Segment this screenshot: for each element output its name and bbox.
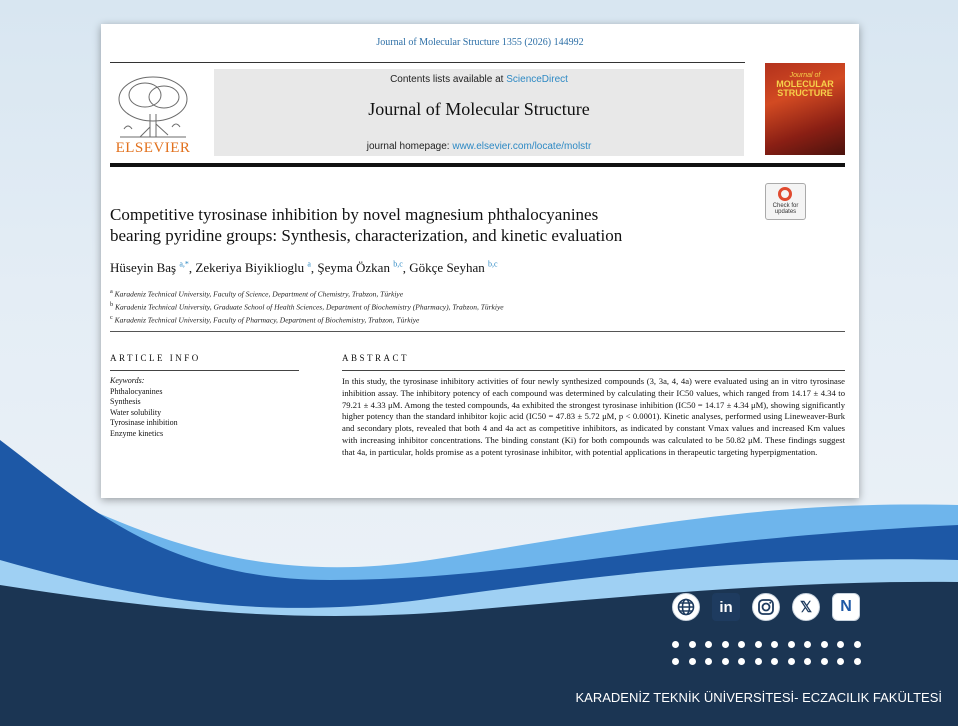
article-title-line2: bearing pyridine groups: Synthesis, characterization, and kinetic evaluation (110, 226, 623, 245)
decorative-dot (722, 658, 729, 665)
article-page (101, 24, 859, 498)
author-affil-mark: a (307, 260, 311, 269)
author[interactable] (110, 260, 189, 275)
x-glyph: 𝕏 (799, 599, 813, 616)
decorative-dot (821, 658, 828, 665)
x-icon[interactable] (792, 593, 820, 621)
affiliation-text: Karadeniz Technical University, Faculty of Science, Department of Chemistry, Trabzon, Türkiye (114, 289, 404, 299)
decorative-dot (788, 641, 795, 648)
cover-title-line2: MOLECULAR (776, 79, 834, 89)
cover-title (769, 71, 841, 98)
decorative-dot (738, 641, 745, 648)
decorative-dot (854, 658, 861, 665)
homepage-line (214, 141, 744, 152)
contents-prefix: Contents lists available at (390, 74, 507, 85)
decorative-dot (837, 641, 844, 648)
cover-title-line1: Journal of (789, 72, 821, 79)
check-updates-icon (778, 187, 792, 201)
keyword: Phthalocyanines (110, 386, 163, 396)
social-links (672, 593, 860, 623)
decorative-dot (821, 641, 828, 648)
cover-title-line3: STRUCTURE (777, 88, 833, 98)
decorative-dot (755, 658, 762, 665)
keyword: Enzyme kinetics (110, 428, 164, 438)
check-updates-text (766, 203, 805, 215)
keyword: Tyrosinase inhibition (110, 418, 178, 427)
article-info-heading: ARTICLE INFO (110, 353, 201, 363)
author-name: Zekeriya Biyiklioglu (195, 260, 305, 276)
check-for-updates-badge[interactable] (765, 183, 806, 220)
decorative-dot (705, 658, 712, 665)
top-rule (110, 62, 745, 63)
author-name: Gökçe Seyhan (409, 260, 485, 276)
keyword: Synthesis (110, 397, 141, 406)
globe-icon[interactable] (672, 593, 700, 621)
author-separator: , (188, 260, 196, 276)
article-title-line1: Competitive tyrosinase inhibition by novel magnesium phthalocyanines (110, 205, 599, 224)
article-info-rule (110, 370, 299, 371)
affiliation-text: Karadeniz Technical University, Graduate School of Health Sciences, Department of Biochemistry (Pharmacy), Trabzon, Türkiye (115, 302, 504, 312)
homepage-prefix: journal homepage: (366, 141, 453, 152)
abstract-heading: ABSTRACT (342, 353, 410, 363)
nsosyal-glyph: N (840, 598, 852, 615)
affiliation-mark: a (110, 288, 113, 295)
author-name: Şeyma Özkan (317, 260, 390, 276)
affiliation-text: Karadeniz Technical University, Faculty of Pharmacy, Department of Biochemistry, Trabzon, Türkiye (114, 315, 420, 325)
keyword: Water solubility (110, 407, 162, 417)
affiliations (110, 287, 830, 326)
article-title (110, 204, 750, 246)
author-separator: , (310, 260, 318, 276)
keywords-label: Keywords: (110, 376, 145, 385)
decorative-dot (854, 641, 861, 648)
journal-title: Journal of Molecular Structure (368, 99, 590, 119)
decorative-dot (837, 658, 844, 665)
linkedin-icon[interactable] (712, 593, 740, 621)
section-rule (110, 331, 845, 332)
sciencedirect-link[interactable]: ScienceDirect (506, 74, 568, 85)
linkedin-glyph: in (719, 598, 733, 616)
author-affil-mark: b,c (487, 260, 498, 269)
author-separator: , (402, 260, 410, 276)
decorative-dot (672, 658, 679, 665)
instagram-icon[interactable] (752, 593, 780, 621)
decorative-dot (722, 641, 729, 648)
affiliation-mark: b (110, 301, 114, 308)
decorative-dot (804, 658, 811, 665)
institution-name: KARADENİZ TEKNİK ÜNİVERSİTESİ- ECZACILIK FAKÜLTESİ (575, 690, 942, 705)
author[interactable] (409, 260, 497, 275)
decorative-dot (771, 641, 778, 648)
decorative-dot (705, 641, 712, 648)
decorative-dot (689, 658, 696, 665)
decorative-dot (771, 658, 778, 665)
decorative-dot (738, 658, 745, 665)
affiliation (110, 300, 830, 313)
abstract-text: In this study, the tyrosinase inhibitory activities of four newly synthesized compounds (3, 3a, 4, 4a) were evaluated using an in vitro tyrosinase inhibition assay. The inhibitory potency of each compound was determined by calculating their IC50 values, which ranged from 14.17 ± 4.34 to 79.21 ± 4.33 μM. Among the tested compounds, 4a exhibited the strongest tyrosinase inhibition (IC50 = 14.17 ± 4.34 μM), showing significantly higher potency than the standard inhibitor kojic acid (IC50 = 47.83 ± 5.72 μM, p < 0.0001). Kinetic analyses, performed using Lineweaver-Burk and secondary plots, revealed that both 4 and 4a act as competitive inhibitors, as indicated by constant Vmax values and increased Km values with increasing inhibitor concentrations. The binding constant (Ki) for both compounds was calculated to be 50.82 μM. These findings suggest that 4a, in particular, holds promise as a potent tyrosinase inhibitor, with potential applications in therapeutic targeting hyperpigmentation. (342, 376, 845, 457)
keywords-block (110, 376, 299, 439)
contents-line (214, 74, 744, 85)
author-affil-mark: b,c (393, 260, 403, 269)
decorative-dot (689, 641, 696, 648)
affiliation (110, 287, 830, 300)
elsevier-wordmark: ELSEVIER (115, 140, 191, 156)
nsosyal-icon[interactable] (832, 593, 860, 621)
affiliation-mark: c (110, 314, 113, 321)
check-updates-line1: Check for (772, 203, 799, 209)
author[interactable] (317, 260, 402, 275)
decorative-dot (672, 641, 679, 648)
homepage-link[interactable]: www.elsevier.com/locate/molstr (452, 141, 592, 152)
journal-header-box (214, 69, 744, 156)
header-thick-rule (110, 163, 845, 167)
decorative-dot (788, 658, 795, 665)
author-name: Hüseyin Baş (110, 260, 177, 276)
author[interactable] (195, 260, 310, 275)
affiliation (110, 313, 830, 326)
author-affil-mark: a,* (179, 260, 189, 269)
check-updates-line2: updates (774, 209, 797, 215)
abstract-rule (342, 370, 845, 371)
decorative-dot (804, 641, 811, 648)
decorative-dot (755, 641, 762, 648)
citation-line[interactable]: Journal of Molecular Structure 1355 (2026) 144992 (376, 37, 584, 48)
author-list (110, 260, 830, 276)
journal-cover[interactable] (765, 63, 845, 155)
decorative-dot-grid (672, 641, 864, 671)
